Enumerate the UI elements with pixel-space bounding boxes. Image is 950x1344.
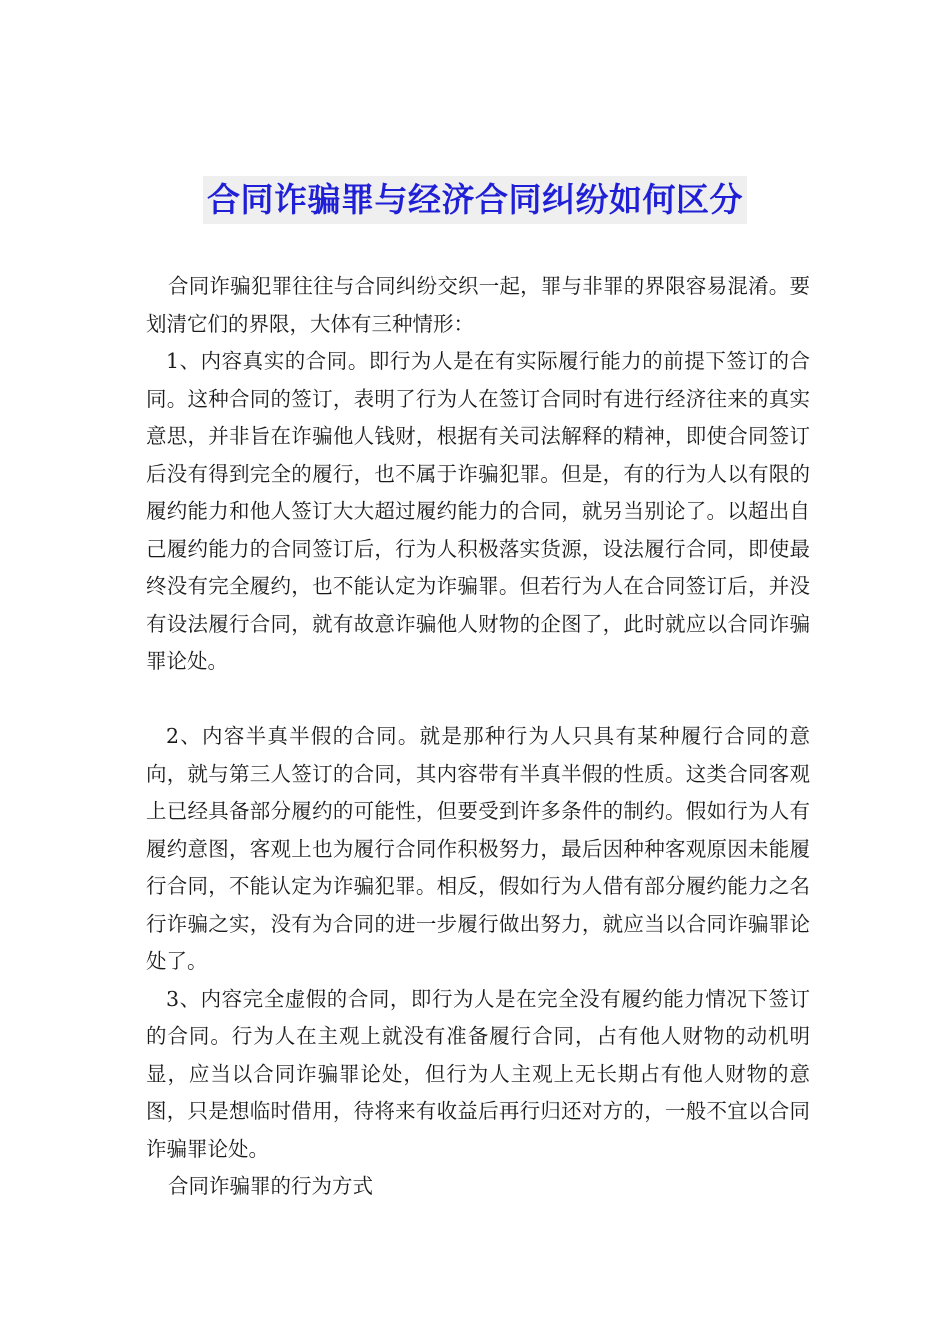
paragraph-spacer: [146, 681, 810, 719]
section-heading-paragraph: 合同诈骗罪的行为方式: [168, 1174, 373, 1198]
document-body: [146, 268, 810, 1206]
point-2-paragraph: 2、内容半真半假的合同。就是那种行为人只具有某种履行合同的意向，就与第三人签订的合同，其内容带有半真半假的性质。这类合同客观上已经具备部分履约的可能性，但要受到许多条件的制约。假如行为人有履约意图，客观上也为履行合同作积极努力，最后因种种客观原因未能履行合同，不能认定为诈骗犯罪。相反，假如行为人借有部分履约能力之名行诈骗之实，没有为合同的进一步履行做出努力，就应当以合同诈骗罪论处了。: [146, 724, 810, 973]
document-title: 合同诈骗罪与经济合同纠纷如何区分: [203, 176, 747, 224]
intro-paragraph: 合同诈骗犯罪往往与合同纠纷交织一起，罪与非罪的界限容易混淆。要划清它们的界限，大体有三种情形：: [146, 274, 810, 336]
title-container: [0, 176, 950, 224]
point-1-paragraph: 1、内容真实的合同。即行为人是在有实际履行能力的前提下签订的合同。这种合同的签订，表明了行为人在签订合同时有进行经济往来的真实意思，并非旨在诈骗他人钱财，根据有关司法解释的精神，即使合同签订后没有得到完全的履行，也不属于诈骗犯罪。但是，有的行为人以有限的履约能力和他人签订大大超过履约能力的合同，就另当别论了。以超出自己履约能力的合同签订后，行为人积极落实货源，设法履行合同，即使最终没有完全履约，也不能认定为诈骗罪。但若行为人在合同签订后，并没有设法履行合同，就有故意诈骗他人财物的企图了，此时就应以合同诈骗罪论处。: [146, 349, 810, 673]
point-3-paragraph: 3、内容完全虚假的合同，即行为人是在完全没有履约能力情况下签订的合同。行为人在主观上就没有准备履行合同，占有他人财物的动机明显，应当以合同诈骗罪论处，但行为人主观上无长期占有他人财物的意图，只是想临时借用，待将来有收益后再行归还对方的，一般不宜以合同诈骗罪论处。: [146, 986, 810, 1161]
